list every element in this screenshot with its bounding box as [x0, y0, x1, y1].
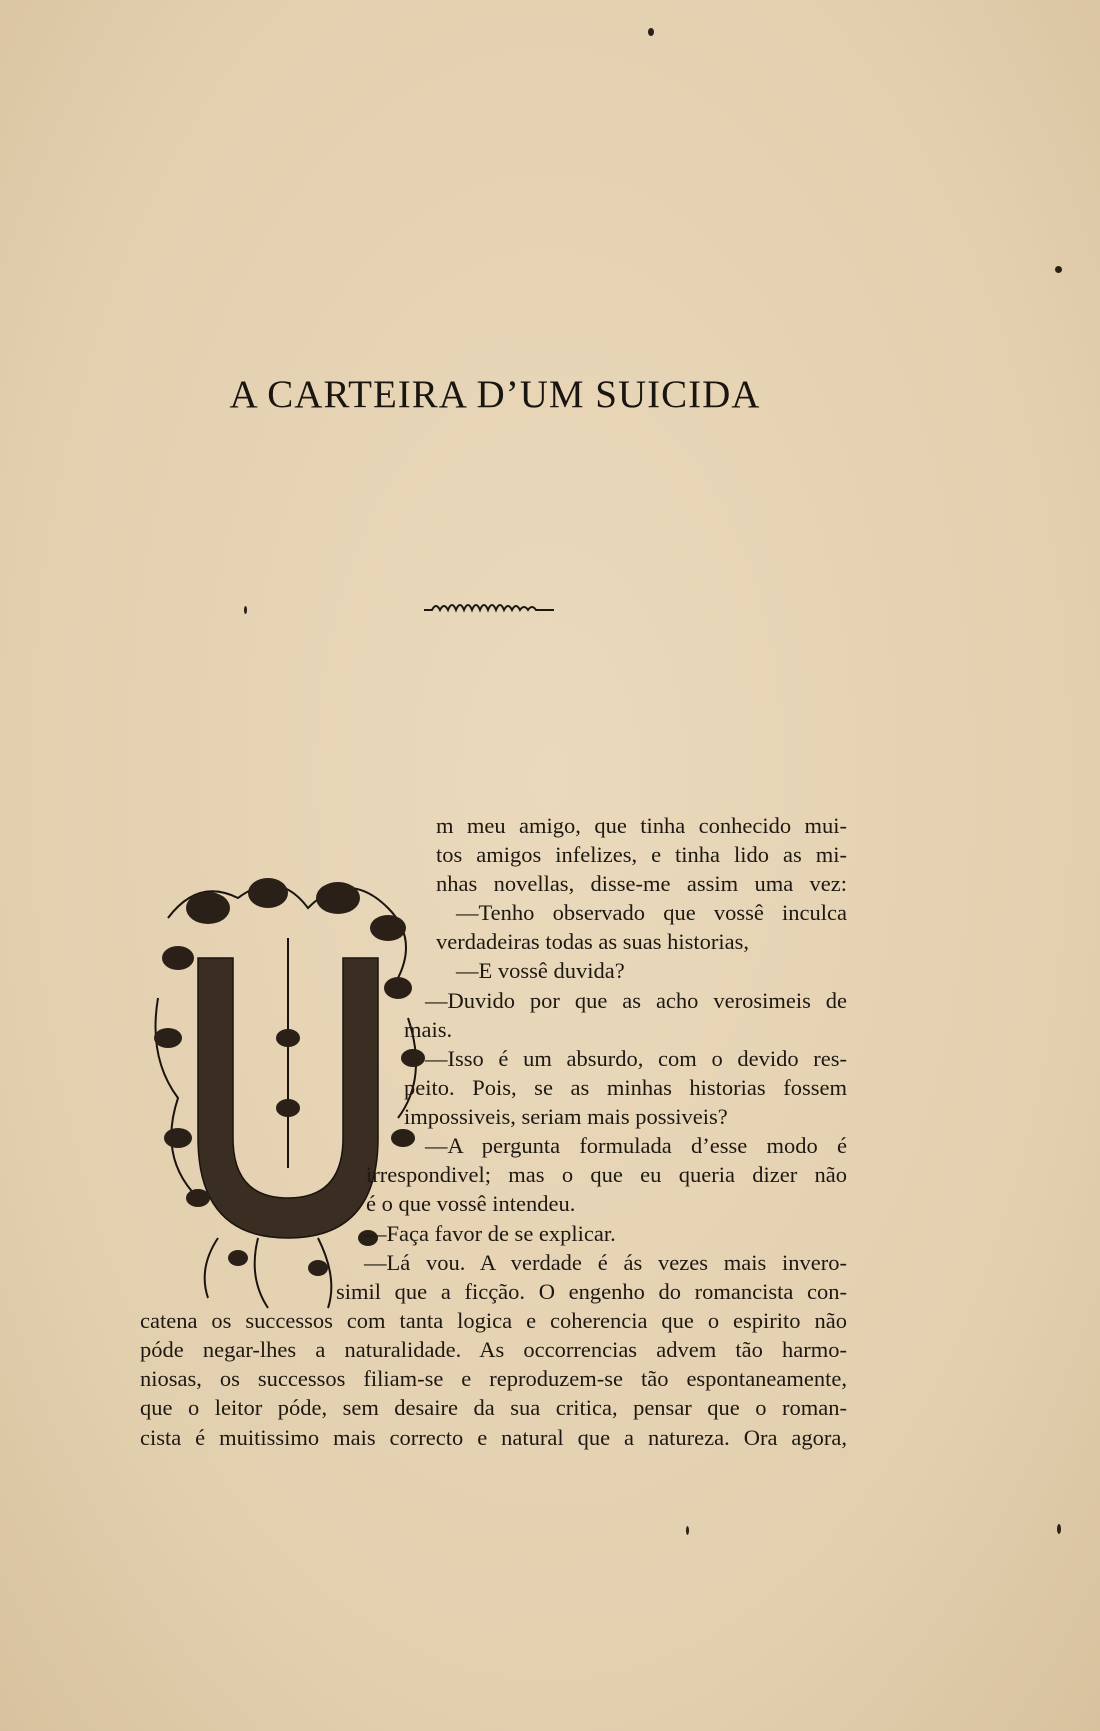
text-line: niosas, os successos filiam-se e reproduzem-se tão espontaneamente, — [140, 1366, 847, 1391]
text-line: mais. — [404, 1017, 453, 1042]
text-line: tos amigos infelizes, e tinha lido as mi- — [436, 842, 847, 867]
text-line: —Isso é um absurdo, com o devido res- — [425, 1046, 847, 1071]
text-line: cista é muitissimo mais correcto e natural que a natureza. Ora agora, — [140, 1425, 847, 1450]
text-line: impossiveis, seriam mais possiveis? — [404, 1104, 728, 1129]
text-line: —Duvido por que as acho verosimeis de — [425, 988, 847, 1013]
paper-speck — [244, 606, 247, 614]
text-line: —Faça favor de se explicar. — [364, 1221, 616, 1246]
text-line: irrespondivel; mas o que eu queria dizer não — [366, 1162, 847, 1187]
paper-speck — [686, 1526, 689, 1535]
text-line: —E vossê duvida? — [456, 958, 625, 983]
text-line: —A pergunta formulada d’esse modo é — [425, 1133, 847, 1158]
text-line: póde negar-lhes a naturalidade. As occorrencias advem tão harmo- — [140, 1337, 847, 1362]
wave-ornament — [422, 598, 556, 618]
chapter-title: A CARTEIRA D’UM SUICIDA — [229, 373, 761, 416]
text-line: m meu amigo, que tinha conhecido mui- — [436, 813, 847, 838]
text-line: nhas novellas, disse-me assim uma vez: — [436, 871, 847, 896]
paper-speck — [1055, 266, 1062, 273]
text-line: que o leitor póde, sem desaire da sua critica, pensar que o roman- — [140, 1395, 847, 1420]
text-line: simil que a ficção. O engenho do romancista con- — [336, 1279, 847, 1304]
text-line: catena os successos com tanta logica e coherencia que o espirito não — [140, 1308, 847, 1333]
paper-speck — [1057, 1524, 1061, 1534]
text-line: verdadeiras todas as suas historias, — [436, 929, 750, 954]
text-line: —Lá vou. A verdade é ás vezes mais invero- — [364, 1250, 847, 1275]
text-line: é o que vossê intendeu. — [366, 1191, 576, 1216]
paper-speck — [648, 28, 654, 36]
text-line: —Tenho observado que vossê inculca — [456, 900, 847, 925]
text-line: peito. Pois, se as minhas historias fossem — [404, 1075, 847, 1100]
